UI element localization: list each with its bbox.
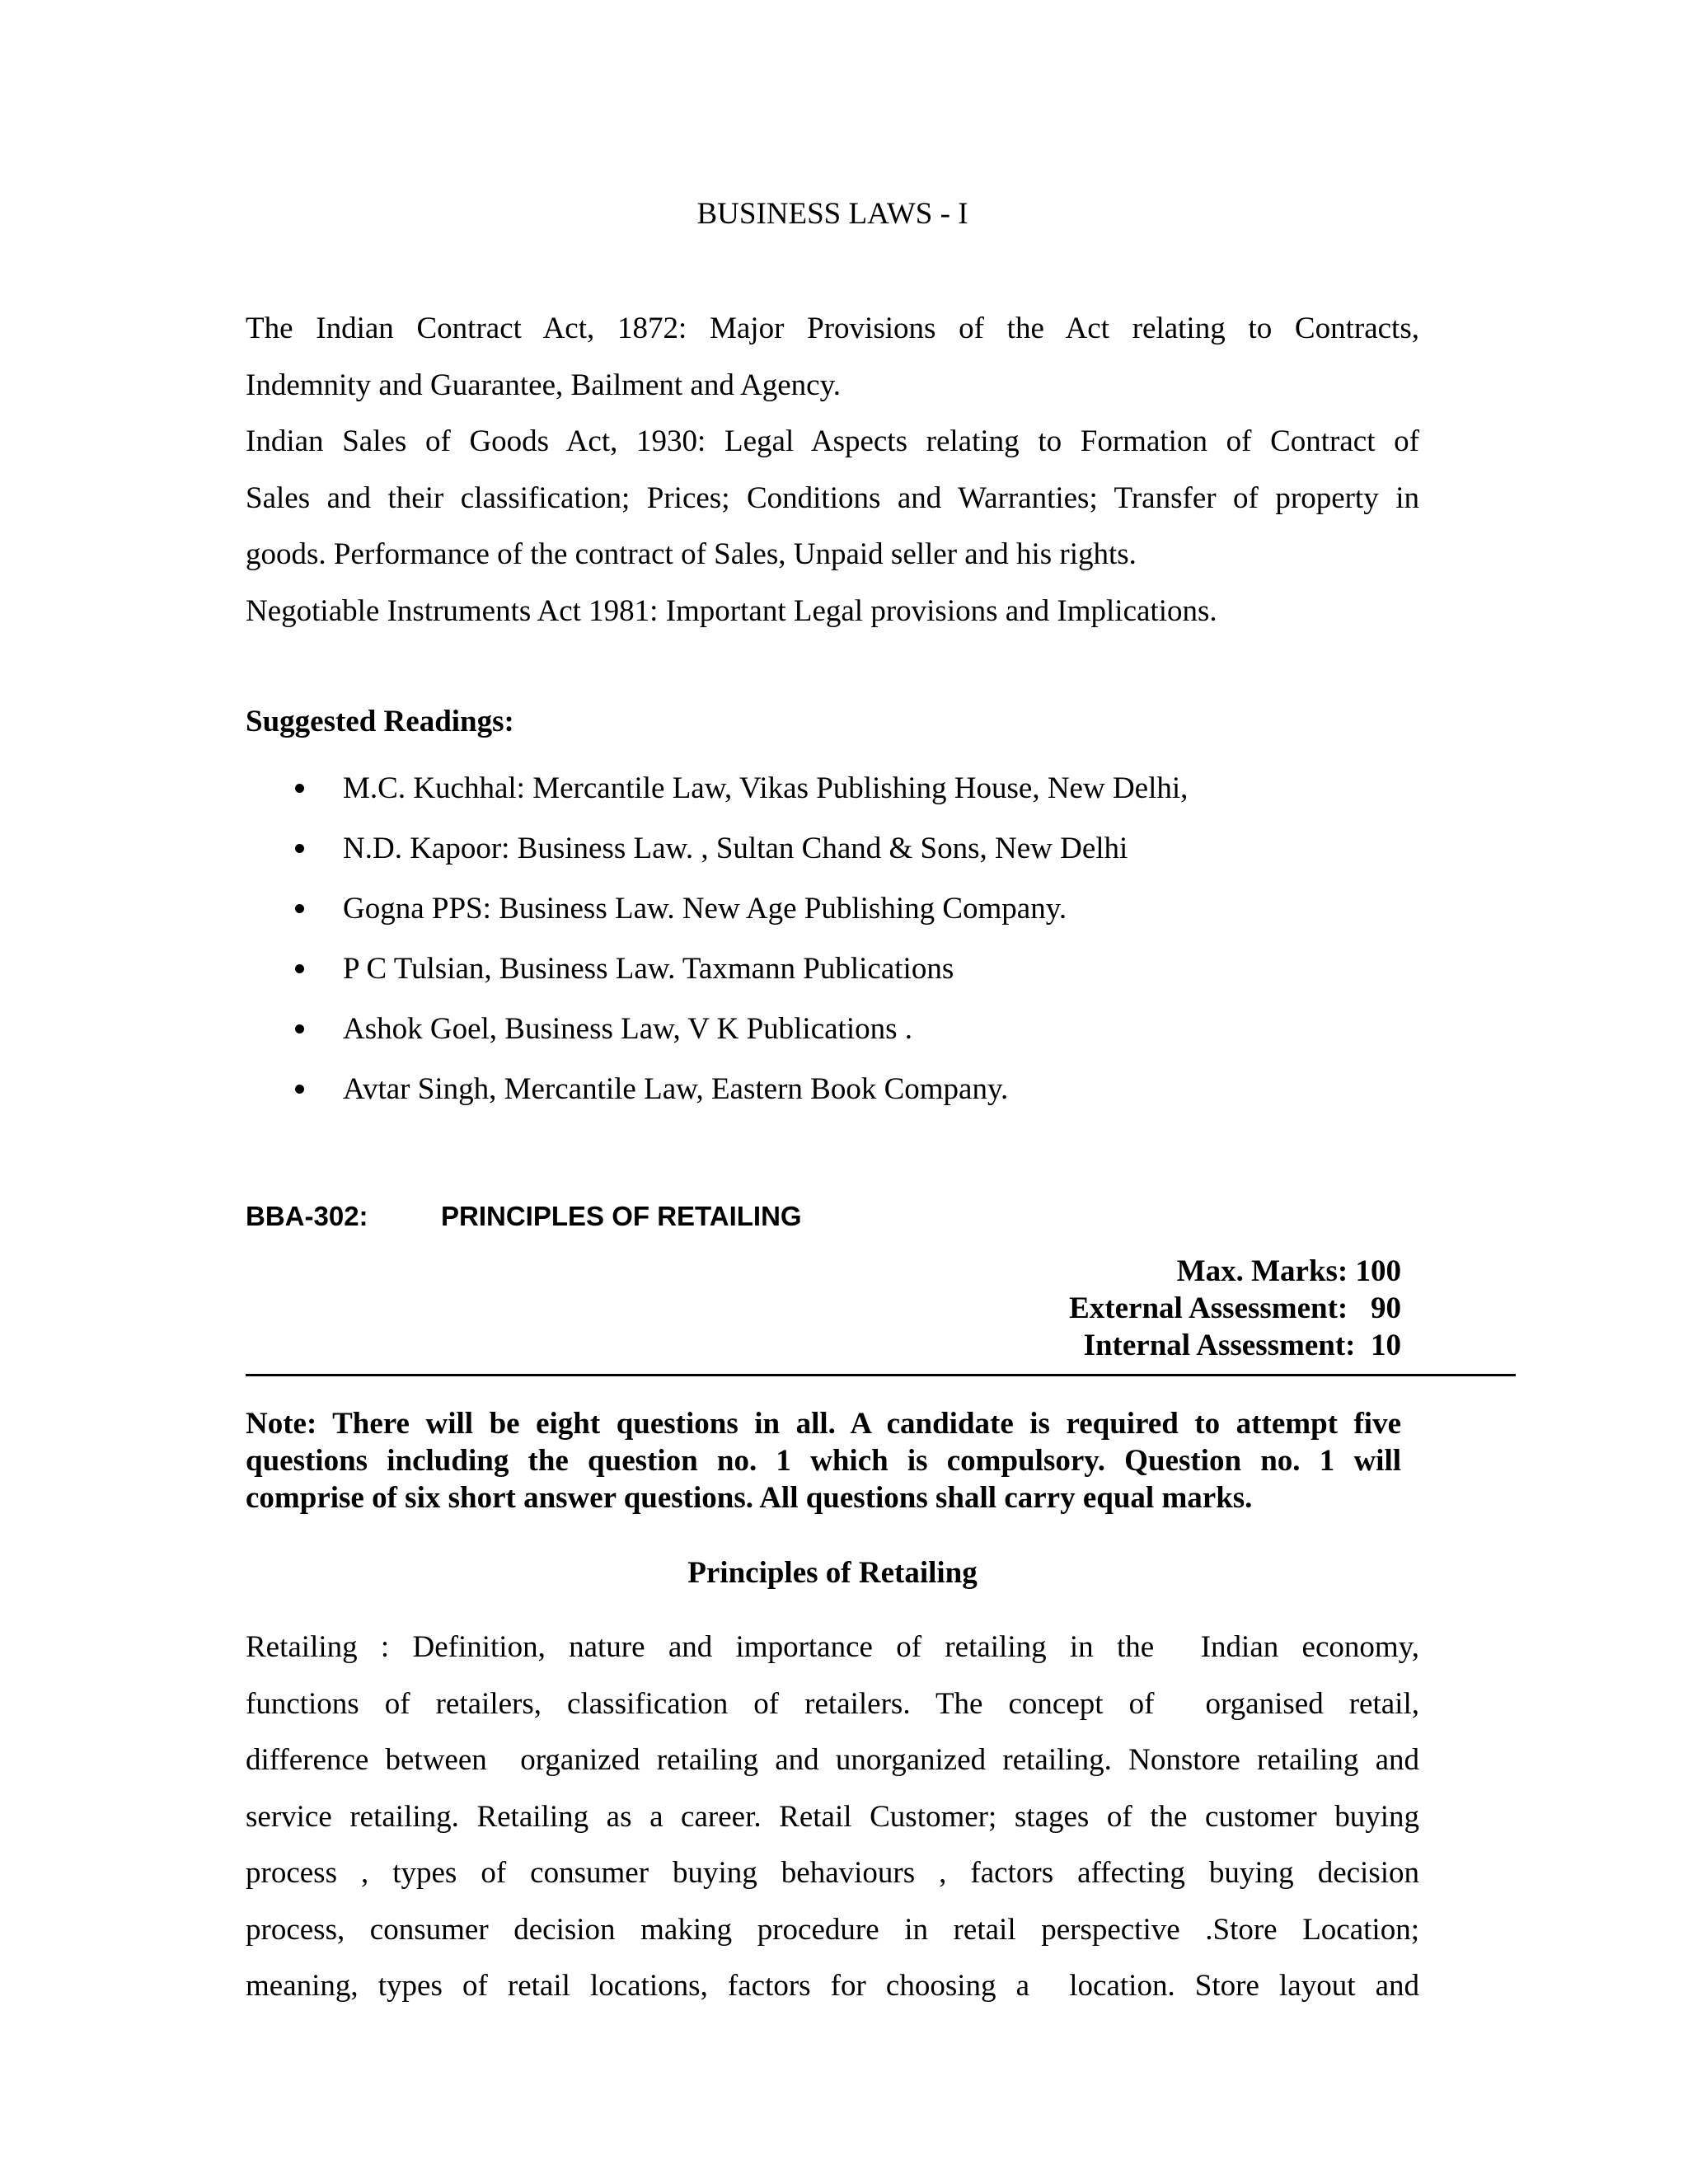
bullet-icon [295,844,304,853]
bullet-icon [295,1085,304,1094]
retailing-line: meaning, types of retail locations, factors for choosing a location. Store layout and [246,1969,1419,2003]
course-title: PRINCIPLES OF RETAILING [441,1201,802,1231]
note-line: comprise of six short answer questions. All questions shall carry equal marks. [246,1481,1253,1515]
syllabus-line: goods. Performance of the contract of Sales, Unpaid seller and his rights. [246,537,1137,571]
reading-text: M.C. Kuchhal: Mercantile Law, Vikas Publishing House, New Delhi, [343,771,1189,805]
reading-text: P C Tulsian, Business Law. Taxmann Publications [343,952,954,986]
note-line: questions including the question no. 1 which is compulsory. Question no. 1 will [246,1444,1401,1478]
retailing-line: functions of retailers, classification of retailers. The concept of organised retail, [246,1686,1419,1721]
page-title: BUSINESS LAWS - I [696,197,968,231]
bullet-icon [295,1024,304,1033]
bullet-icon [295,904,304,913]
reading-text: Avtar Singh, Mercantile Law, Eastern Book Company. [343,1072,1009,1106]
list-item [246,999,1419,1059]
list-item [246,818,1419,879]
retailing-line: process , types of consumer buying behaviours , factors affecting buying decision [246,1856,1419,1890]
suggested-readings-heading: Suggested Readings: [246,705,514,738]
retailing-line: difference between organized retailing and unorganized retailing. Nonstore retailing and [246,1743,1419,1777]
syllabus-line: Sales and their classification; Prices; Conditions and Warranties; Transfer of property in [246,480,1419,515]
reading-text: Gogna PPS: Business Law. New Age Publishing Company. [343,892,1067,926]
syllabus-line: Negotiable Instruments Act 1981: Important Legal provisions and Implications. [246,593,1217,628]
syllabus-paragraph [246,301,1419,640]
retailing-line: service retailing. Retailing as a career. Retail Customer; stages of the customer buying [246,1799,1419,1834]
list-item [246,758,1419,818]
retailing-line: process, consumer decision making procedure in retail perspective .Store Location; [246,1912,1419,1947]
list-item [246,939,1419,999]
max-marks: Max. Marks: 100 [1176,1254,1401,1288]
course-code: BBA-302: [246,1201,368,1231]
readings-list [246,758,1419,1119]
syllabus-line: Indemnity and Guarantee, Bailment and Agency. [246,368,841,402]
syllabus-line: Indian Sales of Goods Act, 1930: Legal Aspects relating to Formation of Contract of [246,424,1419,458]
internal-assessment: Internal Assessment: 10 [1083,1329,1401,1362]
list-item [246,879,1419,939]
marks-block [1069,1253,1401,1364]
bullet-icon [295,964,304,973]
external-assessment: External Assessment: 90 [1069,1291,1401,1325]
exam-note [246,1405,1401,1516]
list-item [246,1059,1419,1119]
bullet-icon [295,784,304,793]
syllabus-line: The Indian Contract Act, 1872: Major Provisions of the Act relating to Contracts, [246,312,1419,345]
section-heading: Principles of Retailing [687,1556,978,1590]
note-line: Note: There will be eight questions in all. A candidate is required to attempt five [246,1407,1401,1441]
reading-text: Ashok Goel, Business Law, V K Publications . [343,1012,913,1046]
horizontal-rule [246,1374,1516,1376]
retailing-paragraph [246,1619,1419,2015]
retailing-line: Retailing : Definition, nature and importance of retailing in the Indian economy, [246,1630,1419,1664]
reading-text: N.D. Kapoor: Business Law. , Sultan Chand & Sons, New Delhi [343,832,1128,865]
